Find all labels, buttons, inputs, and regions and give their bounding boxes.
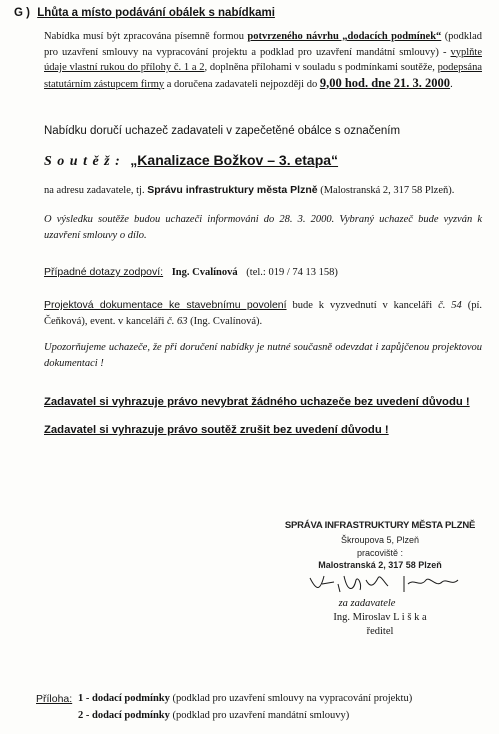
- text-run: (pí. Čeňková), event. v kanceláři: [44, 300, 482, 327]
- signatory-title: ředitel: [366, 626, 394, 637]
- documentation-return-warning: Upozorňujeme uchazeče, že při doručení nabídky je nutné současně odevzdat i zapůjčenou projektovou dokumentaci !: [44, 342, 482, 369]
- section-heading: [14, 7, 275, 19]
- text-run: na adresu zadavatele, tj.: [44, 185, 148, 196]
- text-run: (Malostranská 2, 317 58 Plzeň).: [317, 185, 455, 196]
- signatory-name: Ing. Miroslav L i š k a: [333, 612, 427, 623]
- text-run: .: [450, 78, 453, 90]
- contact-label: Případné dotazy zodpoví:: [44, 266, 164, 278]
- contest-name: „Kanalizace Božkov – 3. etapa“: [130, 152, 339, 168]
- text-run-underlined: Projektová dokumentace ke stavebnímu povolení: [44, 299, 287, 311]
- stamp-address: Škroupova 5, Plzeň: [340, 535, 420, 545]
- deadline: 9,00 hod. dne 21. 3. 2000: [319, 75, 451, 90]
- text-run: bude k vyzvednutí v kanceláři: [286, 300, 439, 311]
- project-documentation-paragraph: [44, 298, 482, 329]
- signature-block: [300, 598, 460, 637]
- attachment-item: [78, 693, 412, 704]
- office-number: č. 54: [438, 300, 462, 311]
- text-run-underlined: podepsána statutárním zástupcem firmy: [44, 62, 482, 90]
- reservation-no-selection: Zadavatel si vyhrazuje právo nevybrat žádného uchazeče bez uvedení důvodu !: [44, 396, 470, 408]
- address-line: [44, 184, 484, 196]
- attachments-label: [36, 693, 72, 705]
- contest-name-line: [44, 152, 338, 170]
- stamp-workplace-address: Malostranská 2, 317 58 Plzeň: [318, 560, 442, 570]
- text-run-emphasis: potvrzeného návrhu „dodacích podmínek“: [247, 31, 442, 42]
- text-run: a doručena zadavateli nejpozději do: [164, 78, 320, 90]
- signature-for: za zadavatele: [338, 598, 396, 609]
- text-run: Nabídka musí být zpracována písemně formou: [44, 31, 248, 42]
- results-notice: O výsledku soutěže budou uchazeči informováni do 28. 3. 2000. Vybraný uchazeč bude vyzván k uzavření smlouvy o dílo.: [44, 214, 482, 241]
- text-run: (Ing. Cvalínová).: [187, 315, 263, 327]
- attachment-description: (podklad pro uzavření mandátní smlouvy): [169, 710, 350, 721]
- stamp-organization: SPRÁVA INFRASTRUKTURY MĚSTA PLZNĚ: [284, 520, 476, 531]
- organization-name: Správu infrastruktury města Plzně: [147, 184, 318, 196]
- attachment-item: [78, 710, 349, 721]
- section-letter: G ): [14, 7, 30, 19]
- attachment-number: 2 - dodací podmínky: [78, 710, 170, 721]
- text-run-underlined: vyplňte údaje vlastní rukou do přílohy č. 1 a 2: [44, 46, 482, 73]
- contest-label: S o u t ě ž :: [44, 154, 121, 169]
- official-stamp: [280, 520, 480, 570]
- stamp-workplace-label: pracoviště :: [356, 548, 404, 558]
- text-run: (podklad pro uzavření smlouvy na vypracování projektu a podklad pro uzavření mandátní smlouvy) -: [44, 31, 483, 58]
- contact-line: [44, 266, 338, 278]
- offer-requirements-paragraph: [44, 29, 482, 92]
- section-title: Lhůta a místo podávání obálek s nabídkami: [37, 7, 275, 19]
- office-number: č. 63: [167, 315, 188, 327]
- handwritten-signature: [308, 570, 468, 596]
- attachments-label-text: Příloha:: [36, 693, 73, 705]
- sealed-envelope-text: Nabídku doručí uchazeč zadavateli v zapečetěné obálce s označením: [44, 125, 401, 137]
- attachment-number: 1 - dodací podmínky: [78, 693, 170, 704]
- text-run: , doplněna přílohami v souladu s podmínkami soutěže,: [204, 62, 438, 73]
- contact-name: Ing. Cvalínová: [171, 267, 238, 278]
- reservation-cancel-contest: Zadavatel si vyhrazuje právo soutěž zrušit bez uvedení důvodu !: [44, 424, 389, 436]
- attachment-description: (podklad pro uzavření smlouvy na vypracování projektu): [169, 693, 413, 704]
- contact-phone: (tel.: 019 / 74 13 158): [246, 267, 338, 278]
